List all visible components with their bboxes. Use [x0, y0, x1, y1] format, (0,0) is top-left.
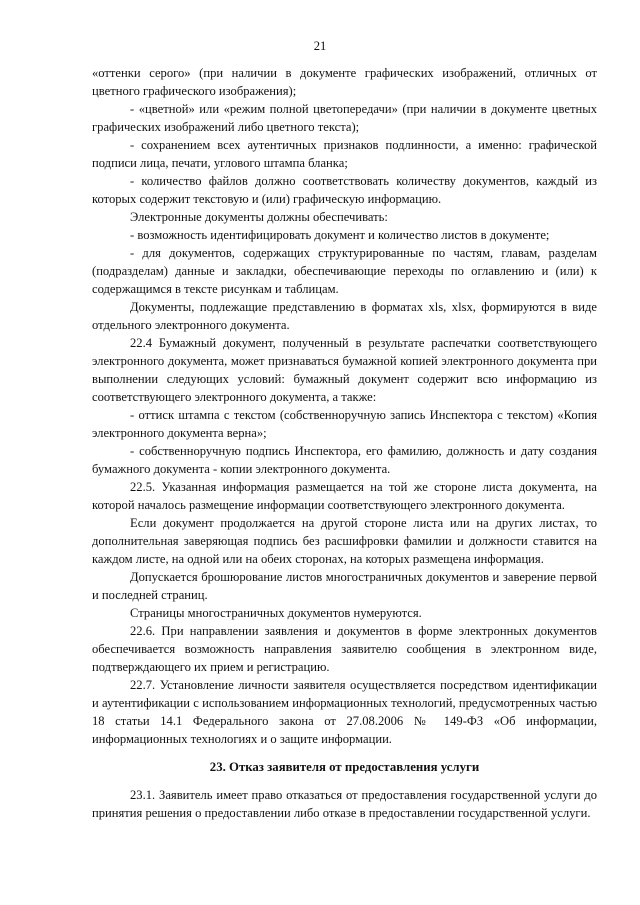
paragraph: 22.4 Бумажный документ, полученный в результате распечатки соответствующего электронного документа, может признаваться бумажной копией электронного документа при выполнении следующих условий: бумажный документ содержит всю информацию из соответствующего электронного документа, а также: — [92, 336, 597, 404]
section-heading: 23. Отказ заявителя от предоставления услуги — [209, 760, 480, 774]
paragraph: - количество файлов должно соответствовать количеству документов, каждый из которых содержит текстовую и (или) графическую информацию. — [92, 174, 597, 206]
paragraph: Допускается брошюрование листов многостраничных документов и заверение первой и последней страниц. — [92, 570, 597, 602]
paragraph: Электронные документы должны обеспечивать: — [130, 210, 388, 224]
paragraph: - сохранением всех аутентичных признаков подлинности, а именно: графической подписи лица, печати, углового штампа бланка; — [92, 138, 597, 170]
paragraph: - для документов, содержащих структурированные по частям, главам, разделам (подразделам) данные и закладки, обеспечивающие переходы по оглавлению и (или) к содержащимся в тексте рисункам и таблицам. — [92, 246, 597, 296]
document-body — [92, 64, 597, 822]
paragraph: 22.5. Указанная информация размещается на той же стороне листа документа, на которой началось размещение информации соответствующего электронного документа. — [92, 480, 597, 512]
paragraph: - «цветной» или «режим полной цветопередачи» (при наличии в документе цветных графических изображений либо цветного текста); — [92, 102, 597, 134]
paragraph: 22.7. Установление личности заявителя осуществляется посредством идентификации и аутентификации с использованием информационных технологий, предусмотренных частью 18 статьи 14.1 Федерального закона от 27.08.2006 № 149-ФЗ «Об информации, информационных технологиях и о защите информации. — [92, 678, 597, 746]
paragraph: Документы, подлежащие представлению в форматах xls, xlsx, формируются в виде отдельного электронного документа. — [92, 300, 597, 332]
page-number: 21 — [313, 39, 327, 53]
paragraph: Страницы многостраничных документов нумеруются. — [130, 606, 422, 620]
paragraph: 23.1. Заявитель имеет право отказаться от предоставления государственной услуги до принятия решения о предоставлении либо отказе в предоставлении государственной услуги. — [92, 788, 597, 820]
paragraph: - оттиск штампа с текстом (собственноручную запись Инспектора с текстом) «Копия электронного документа верна»; — [92, 408, 597, 440]
paragraph: - собственноручную подпись Инспектора, его фамилию, должность и дату создания бумажного документа - копии электронного документа. — [92, 444, 597, 476]
paragraph: «оттенки серого» (при наличии в документе графических изображений, отличных от цветного графического изображения); — [92, 66, 597, 98]
paragraph: - возможность идентифицировать документ и количество листов в документе; — [130, 228, 550, 242]
paragraph: Если документ продолжается на другой стороне листа или на других листах, то дополнительная заверяющая подпись без расшифровки фамилии и должности ставится на каждом листе, на одной или на обеих сторонах, на которых размещена информация. — [92, 516, 597, 566]
paragraph: 22.6. При направлении заявления и документов в форме электронных документов обеспечивается возможность направления заявителю сообщения в электронном виде, подтверждающего их прием и регистрацию. — [92, 624, 597, 674]
